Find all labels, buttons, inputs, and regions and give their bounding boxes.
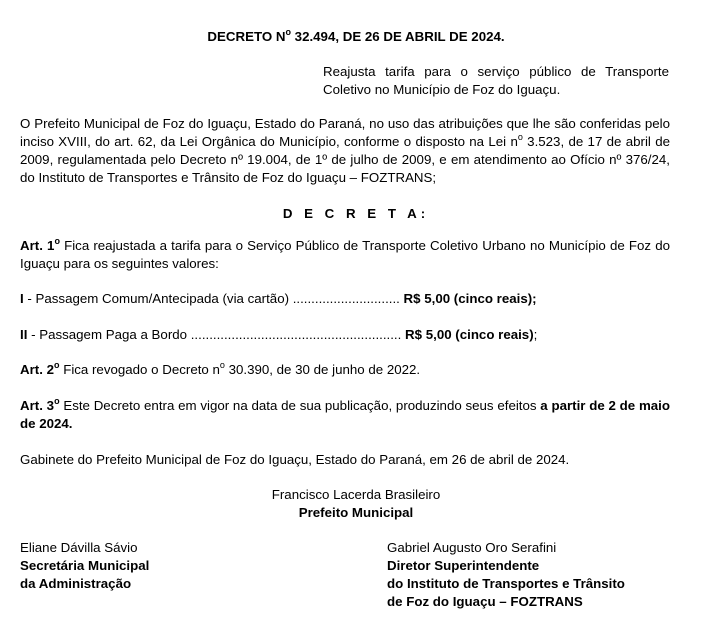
article-3-label: Art. 3: [20, 398, 55, 413]
signer-right-name: Gabriel Augusto Oro Serafini: [387, 540, 557, 555]
article-3: [20, 397, 670, 433]
article-1-text: Fica reajustada a tarifa para o Serviço Público de Transporte Coletivo Urbano no Município de Foz do Iguaçu para os seguintes valores:: [20, 238, 670, 271]
signer-left: [20, 539, 149, 593]
preamble-text-1: O Prefeito Municipal de Foz do Iguaçu, Estado do Paraná, no uso das atribuições que lhe são conferidas pelo inciso XVIII, do art. 62, da Lei Orgânica do Município, conforme o disposto na Lei n: [20, 116, 670, 149]
decree-title-text: DECRETO N: [207, 29, 286, 44]
mayor-role: Prefeito Municipal: [298, 505, 414, 520]
mayor-name: Francisco Lacerda Brasileiro: [271, 487, 441, 502]
tariff-item-1-number: I: [20, 291, 24, 306]
preamble: [20, 115, 670, 187]
article-3-effective-date: a partir de 2 de maio de 2024.: [20, 398, 670, 431]
article-3-sup: o: [54, 396, 60, 406]
article-2: [20, 361, 420, 379]
gabinete-line: Gabinete do Prefeito Municipal de Foz do Iguaçu, Estado do Paraná, em 26 de abril de 2024.: [20, 452, 570, 467]
tariff-item-2-text: - Passagem Paga a Bordo .........................................................: [27, 327, 402, 342]
decree-title-number-date: 32.494, DE 26 DE ABRIL DE 2024.: [290, 29, 505, 44]
tariff-item-2-number: II: [20, 327, 28, 342]
preamble-text-2: 3.523, de 17 de abril de 2009, regulamentada pelo Decreto nº 19.004, de 1º de julho de 2009, e em atendimento ao Ofício nº 376/24, do Instituto de Transportes e Trânsito de Foz do Iguaçu – FOZTRANS;: [20, 134, 670, 185]
tariff-item-1: [20, 290, 537, 308]
article-2-text-2: 30.390, de 30 de junho de 2022.: [224, 362, 421, 377]
signer-left-role-2: da Administração: [20, 576, 132, 591]
signer-right-role-1: Diretor Superintendente: [387, 558, 540, 573]
tariff-item-2: [20, 326, 537, 344]
tariff-item-1-value: R$ 5,00 (cinco reais);: [399, 291, 537, 306]
signer-right-role-2: do Instituto de Transportes e Trânsito: [387, 576, 625, 591]
decreta-heading: D E C R E T A:: [282, 206, 430, 221]
article-2-inner-sup: o: [219, 360, 225, 370]
article-2-text-1: Fica revogado o Decreto n: [59, 362, 220, 377]
tariff-item-2-end: ;: [533, 327, 538, 342]
article-2-sup: o: [54, 360, 60, 370]
article-1: [20, 237, 670, 273]
decree-title: [0, 28, 712, 46]
article-1-label: Art. 1: [20, 238, 55, 253]
article-2-label: Art. 2: [20, 362, 54, 377]
article-3-text: Este Decreto entra em vigor na data de sua publicação, produzindo seus efeitos: [59, 398, 541, 413]
signer-right-role-3: de Foz do Iguaçu – FOZTRANS: [387, 594, 583, 609]
decree-summary: Reajusta tarifa para o serviço público de Transporte Coletivo no Município de Foz do Iguaçu.: [323, 64, 669, 97]
decree-title-sup: o: [285, 27, 291, 37]
article-1-sup: o: [54, 236, 60, 246]
tariff-item-1-text: - Passagem Comum/Antecipada (via cartão) .............................: [23, 291, 400, 306]
signer-right: [387, 539, 625, 611]
tariff-item-2-value: R$ 5,00 (cinco reais): [405, 327, 534, 342]
signer-left-name: Eliane Dávilla Sávio: [20, 540, 138, 555]
signer-left-role-1: Secretária Municipal: [20, 558, 150, 573]
preamble-sup: o: [517, 132, 523, 142]
